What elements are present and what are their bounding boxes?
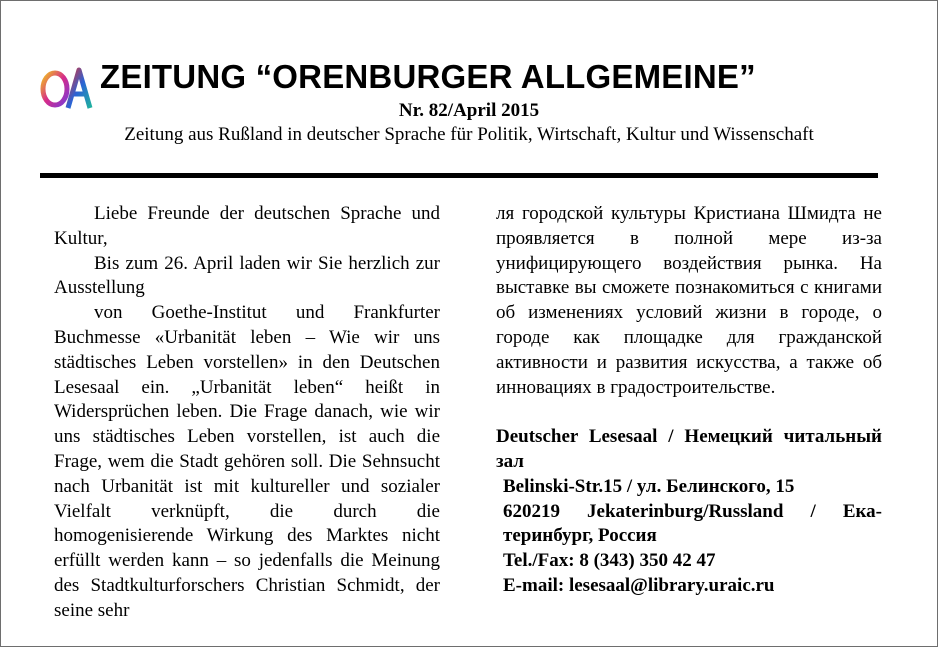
newspaper-subtitle: Zeitung aus Rußland in deutscher Sprache für Politik, Wirtschaft, Kultur und Wissenschaft	[124, 124, 814, 145]
contact-city: 620219 Jekaterinburg/Russland / Екатеринбург, Россия	[503, 500, 882, 547]
header-rule	[40, 173, 878, 178]
newspaper-title: ZEITUNG “ORENBURGER ALLGEMEINE”	[100, 58, 756, 95]
right-column	[496, 202, 882, 599]
issue-number: Nr. 82/April 2015	[398, 100, 540, 121]
contact-phone: Tel./Fax: 8 (343) 350 42 47	[503, 550, 716, 572]
contact-email[interactable]: E-mail: lesesaal@library.uraic.ru	[503, 574, 775, 596]
russian-paragraph: ля городской культуры Кристиана Шмидта не проявляется в полной мере из-за унифицирующего воздействия рынка. На выставке вы сможете познакомиться с книгами об изменениях условий жизни в городе, о городе как площадке для гражданской активности и развития искусства, а также об инновациях в градостроительстве.	[496, 203, 882, 398]
contact-street: Belinski-Str.15 / ул. Белинского, 15	[503, 475, 795, 497]
invitation-paragraph: Bis zum 26. April laden wir Sie herzlich zur Ausstellung	[54, 252, 440, 299]
exhibition-paragraph: von Goethe-Institut und Frankfurter Buchmesse «Urbanität leben – Wie wir uns städtisches Leben vorstellen» in den Deutschen Lesesaal ein. „Urbanität leben“ heißt in Widersprüchen leben. Die Frage danach, wie wir uns städtisches Leben vorstellen, ist auch die Frage, wem die Stadt gehören soll. Die Sehnsucht nach Urbanität ist mit kultureller und sozialer Vielfalt verknüpft, die durch die homogenisierende Wirkung des Marktes nicht erfüllt werden kann – so jedenfalls die Meinung des Stadtkulturforschers Christian Schmidt, der seine sehr	[54, 302, 440, 621]
contact-name: Deutscher Lesesaal / Немецкий читальный зал	[496, 426, 882, 472]
left-column	[54, 202, 440, 624]
greeting-paragraph: Liebe Freunde der deutschen Sprache und Kultur,	[54, 203, 440, 249]
contact-block	[496, 425, 882, 599]
